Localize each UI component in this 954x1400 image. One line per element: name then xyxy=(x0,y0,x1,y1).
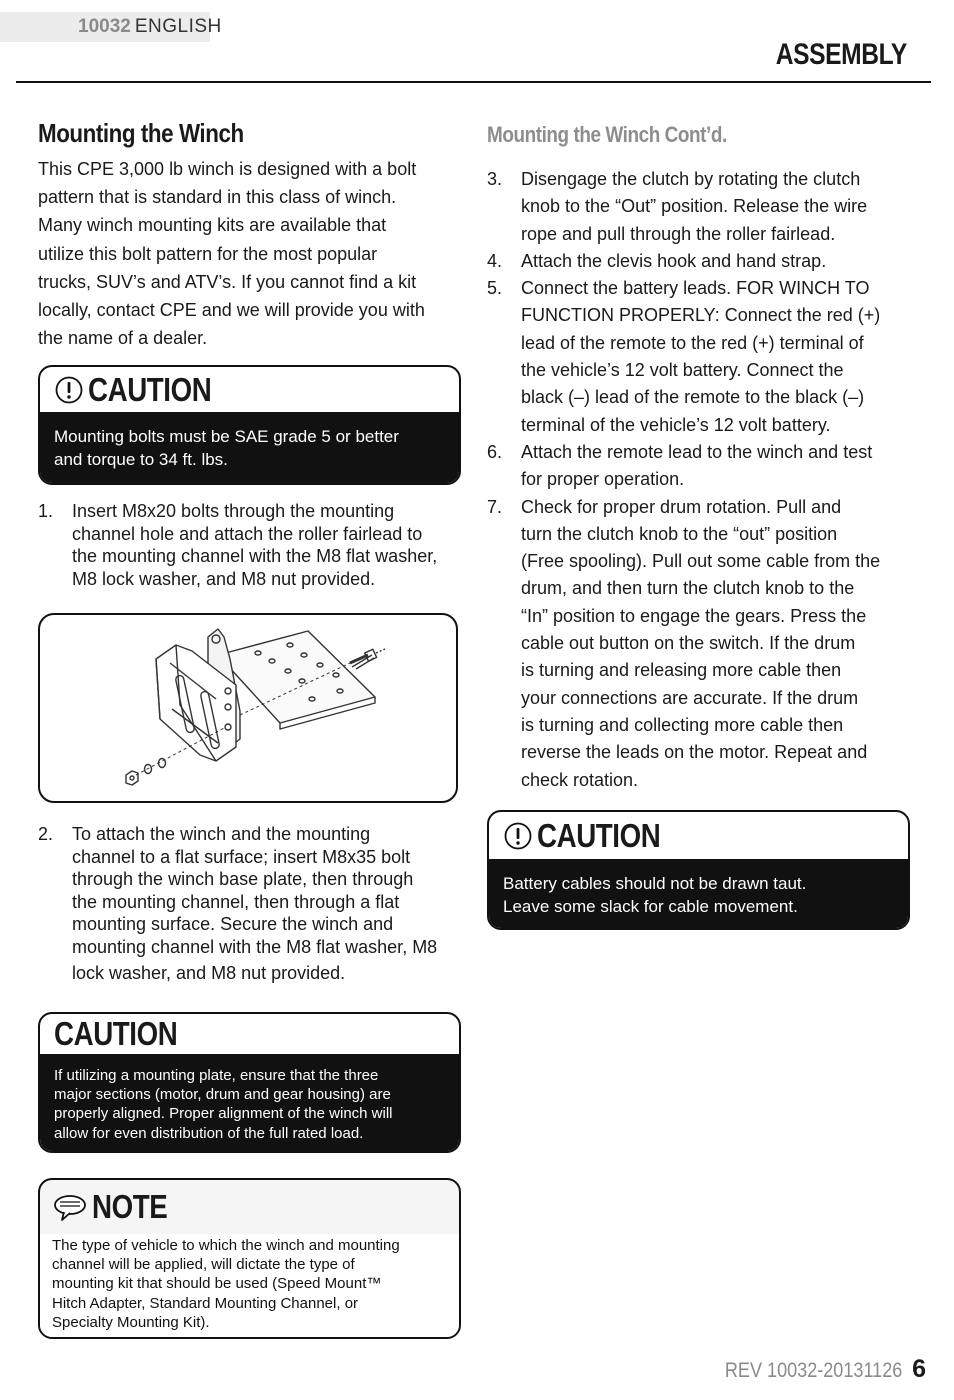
list-item xyxy=(487,494,907,794)
fairlead-channel-drawing xyxy=(40,615,456,801)
step-line: To attach the winch and the mounting xyxy=(72,824,371,844)
step-number: 6. xyxy=(487,441,503,462)
page-footer xyxy=(696,1355,926,1384)
step-line: mounting surface. Secure the winch and xyxy=(72,914,394,934)
caution-text xyxy=(489,861,908,930)
intro-line: locally, contact CPE and we will provide you with xyxy=(38,300,425,321)
step-line: reverse the leads on the motor. Repeat and xyxy=(521,742,868,763)
exclamation-circle-icon xyxy=(54,375,84,405)
caution-box-battery xyxy=(487,810,910,930)
note-line: channel will be applied, will dictate the type of xyxy=(52,1256,355,1274)
intro-line: This CPE 3,000 lb winch is designed with a bolt xyxy=(38,159,417,179)
caution-line: Leave some slack for cable movement. xyxy=(503,897,798,916)
note-box xyxy=(38,1178,461,1339)
section-title: ASSEMBLY xyxy=(775,38,907,71)
caution-box-alignment xyxy=(38,1012,461,1153)
step-line: “In” position to engage the gears. Press the xyxy=(521,605,867,626)
caution-line: Mounting bolts must be SAE grade 5 or better xyxy=(54,427,399,446)
step-line: the vehicle’s 12 volt battery. Connect the xyxy=(521,360,844,381)
list-item xyxy=(38,823,458,985)
step-line: is turning and releasing more cable then xyxy=(521,660,842,681)
step-line: Disengage the clutch by rotating the clutch xyxy=(521,169,861,189)
step-line: terminal of the vehicle’s 12 volt battery. xyxy=(521,414,831,435)
mounting-channel-illustration xyxy=(38,613,458,803)
note-line: Specialty Mounting Kit). xyxy=(52,1313,210,1331)
step-line: lead of the remote to the red (+) terminal of xyxy=(521,332,864,353)
step-line: lock washer, and M8 nut provided. xyxy=(72,963,346,983)
mounting-heading: Mounting the Winch xyxy=(38,118,244,148)
step-line: check rotation. xyxy=(521,769,639,790)
step-line: black (–) lead of the remote to the black (–) xyxy=(521,387,865,408)
step-number: 1. xyxy=(38,501,54,521)
caution-title: CAUTION xyxy=(88,370,212,408)
steps-list-2 xyxy=(38,823,458,985)
step-line: M8 lock washer, and M8 nut provided. xyxy=(72,568,376,589)
step-line: the mounting channel, then through a flat xyxy=(72,891,400,912)
doc-code: 10032 xyxy=(78,16,131,37)
list-item xyxy=(487,248,907,275)
caution-text xyxy=(40,1054,459,1153)
step-line: Attach the remote lead to the winch and test xyxy=(521,441,873,462)
step-line: Check for proper drum rotation. Pull and xyxy=(521,496,842,517)
caution-header xyxy=(40,1014,459,1054)
list-item xyxy=(487,275,907,439)
step-line: the mounting channel with the M8 flat washer, xyxy=(72,546,438,566)
step-number: 3. xyxy=(487,169,503,189)
caution-text xyxy=(40,414,459,483)
caution-line: If utilizing a mounting plate, ensure that the three xyxy=(54,1067,379,1084)
note-title: NOTE xyxy=(92,1188,168,1225)
step-number: 4. xyxy=(487,250,503,271)
revision-label: REV 10032-20131126 xyxy=(724,1359,903,1382)
step-line: mounting channel with the M8 flat washer, M8 xyxy=(72,936,438,957)
step-line: turn the clutch knob to the “out” position xyxy=(521,523,838,544)
speech-bubble-icon xyxy=(52,1192,88,1222)
step-line: (Free spooling). Pull out some cable from the xyxy=(521,551,881,572)
caution-line: allow for even distribution of the full rated load. xyxy=(54,1124,364,1142)
caution-title: CAUTION xyxy=(54,1015,178,1052)
step-line: drum, and then turn the clutch knob to the xyxy=(521,578,855,599)
step-line: through the winch base plate, then through xyxy=(72,869,414,889)
step-line: channel hole and attach the roller fairlead to xyxy=(72,523,423,544)
continued-heading: Mounting the Winch Cont’d. xyxy=(487,122,727,147)
step-line: Attach the clevis hook and hand strap. xyxy=(521,250,827,271)
intro-paragraph xyxy=(38,155,458,352)
step-line: channel to a flat surface; insert M8x35 bolt xyxy=(72,846,411,867)
caution-line: major sections (motor, drum and gear housing) are xyxy=(54,1086,391,1104)
caution-line: properly aligned. Proper alignment of the winch will xyxy=(54,1105,393,1123)
step-number: 5. xyxy=(487,278,503,299)
intro-line: the name of a dealer. xyxy=(38,328,208,349)
step-line: your connections are accurate. If the drum xyxy=(521,687,859,708)
intro-line: utilize this bolt pattern for the most popular xyxy=(38,243,378,264)
list-item xyxy=(487,439,907,494)
list-item xyxy=(38,500,458,590)
left-column xyxy=(38,118,458,352)
caution-line: and torque to 34 ft. lbs. xyxy=(54,450,228,469)
steps-list-1 xyxy=(38,500,458,590)
step-line: knob to the “Out” position. Release the wire xyxy=(521,196,868,217)
caution-header xyxy=(489,812,908,861)
step-line: is turning and collecting more cable then xyxy=(521,714,844,735)
step-line: Insert M8x20 bolts through the mounting xyxy=(72,501,395,521)
step-number: 2. xyxy=(38,824,54,844)
note-line: Hitch Adapter, Standard Mounting Channel, or xyxy=(52,1294,359,1312)
step-line: FUNCTION PROPERLY: Connect the red (+) xyxy=(521,305,881,326)
step-line: Connect the battery leads. FOR WINCH TO xyxy=(521,278,870,299)
intro-line: Many winch mounting kits are available that xyxy=(38,215,387,236)
header-divider xyxy=(16,81,931,83)
intro-line: pattern that is standard in this class of winch. xyxy=(38,187,397,208)
step-line: for proper operation. xyxy=(521,469,685,490)
step-number: 7. xyxy=(487,496,503,517)
right-column xyxy=(487,118,907,794)
intro-line: trucks, SUV’s and ATV’s. If you cannot find a kit xyxy=(38,271,417,292)
step-line: rope and pull through the roller fairlead. xyxy=(521,223,836,244)
step-line: cable out button on the switch. If the drum xyxy=(521,633,856,654)
language-tab xyxy=(0,12,222,42)
language-label: ENGLISH xyxy=(134,16,222,37)
note-line: mounting kit that should be used (Speed Mount™ xyxy=(52,1275,382,1293)
page-number: 6 xyxy=(912,1355,926,1383)
caution-box-bolts xyxy=(38,365,461,485)
caution-title: CAUTION xyxy=(537,816,661,854)
list-item xyxy=(487,166,907,248)
exclamation-circle-icon xyxy=(503,821,533,851)
caution-header xyxy=(40,367,459,414)
steps-list-continued xyxy=(487,166,907,794)
caution-line: Battery cables should not be drawn taut. xyxy=(503,874,807,893)
note-text xyxy=(40,1234,459,1339)
note-line: The type of vehicle to which the winch and mounting xyxy=(52,1237,400,1254)
note-header xyxy=(40,1180,459,1234)
